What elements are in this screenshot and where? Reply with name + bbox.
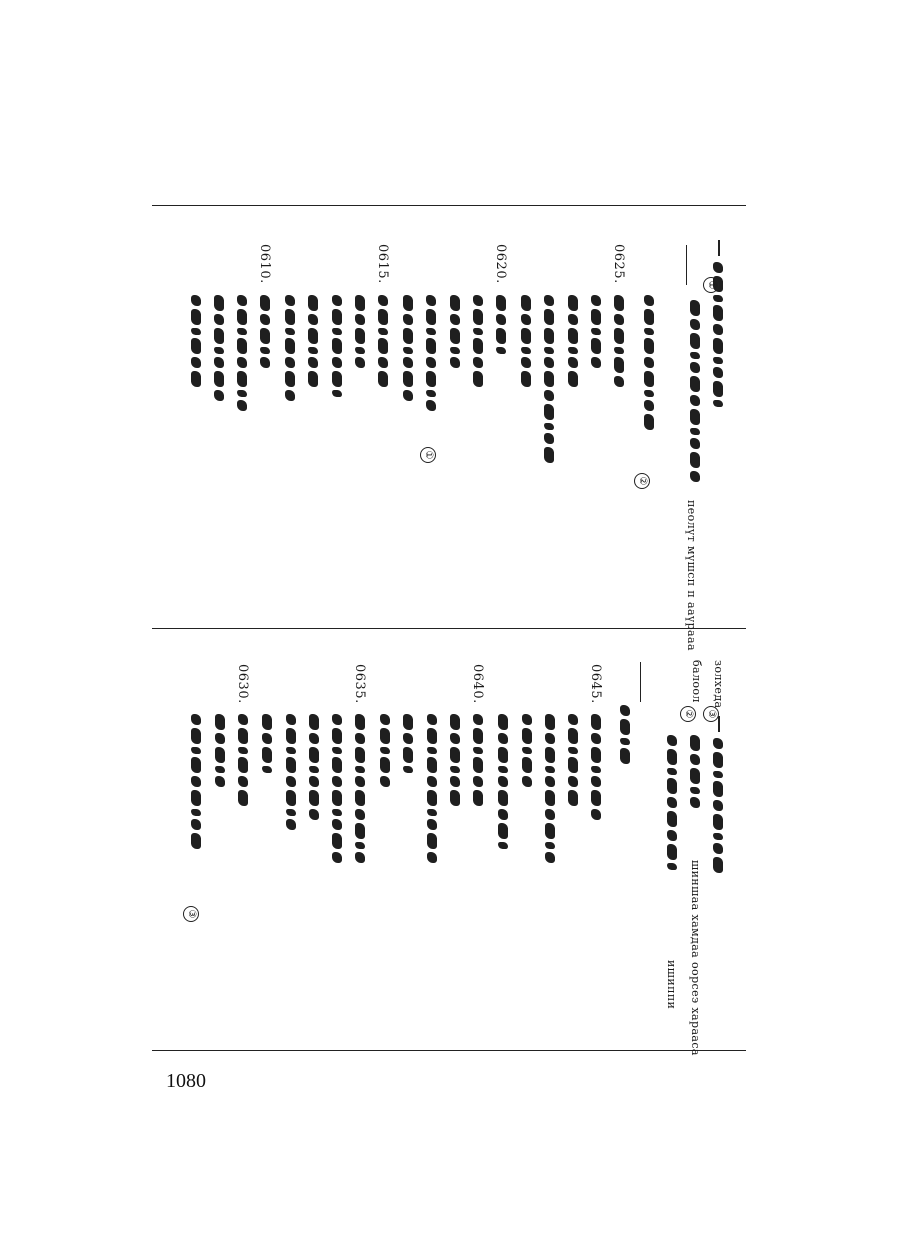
line-number: 0620. <box>493 244 508 284</box>
footnote-latin: балоол <box>690 660 703 703</box>
mongolian-footnote-line <box>711 738 725 873</box>
line-number: 0615. <box>375 244 390 284</box>
footnote-latin: ишиппи <box>665 960 678 1010</box>
mongolian-text-line <box>189 295 203 387</box>
mongolian-text-line <box>448 295 462 368</box>
mongolian-text-line <box>353 714 367 863</box>
footnote-latin: шиншаа хамдаа оорсеэ харааса <box>689 860 702 1056</box>
middle-rule <box>152 628 746 629</box>
mongolian-text-line <box>330 295 344 397</box>
mongolian-text-line <box>378 714 392 787</box>
mongolian-text-line <box>353 295 367 368</box>
footnote-dash <box>718 240 720 256</box>
mongolian-text-line <box>307 714 321 820</box>
footnote-marker: ② <box>634 473 650 489</box>
mongolian-text-line <box>589 295 603 368</box>
mongolian-text-line <box>424 295 438 411</box>
mongolian-text-line <box>566 295 580 387</box>
mongolian-text-line <box>284 714 298 830</box>
mongolian-text-line <box>283 295 297 401</box>
mongolian-text-line <box>425 714 439 863</box>
mongolian-text-line <box>496 714 510 849</box>
mongolian-footnote-line <box>665 735 679 870</box>
mongolian-text-line <box>519 295 533 387</box>
mongolian-text-line <box>566 714 580 806</box>
line-number: 0630. <box>235 664 250 704</box>
top-rule <box>152 205 746 206</box>
footnote-latin: золхеда <box>712 660 725 709</box>
mongolian-text-line <box>306 295 320 387</box>
footnote-dash <box>718 716 720 732</box>
footnote-marker: ③ <box>183 906 199 922</box>
mongolian-text-line <box>612 295 626 387</box>
footnote-marker: ① <box>703 277 719 293</box>
mongolian-text-line <box>642 295 656 430</box>
mongolian-text-line <box>520 714 534 787</box>
footnote-latin: пеолүт мүшсп п ааүрааа <box>685 500 698 651</box>
mongolian-text-line <box>542 295 556 463</box>
mongolian-text-line <box>471 714 485 806</box>
bottom-rule <box>152 1050 746 1051</box>
footnote-marker: ② <box>680 706 696 722</box>
footnote-rule <box>686 245 687 285</box>
line-number: 0625. <box>611 244 626 284</box>
mongolian-text-line <box>235 295 249 411</box>
footnote-rule <box>640 662 641 702</box>
mongolian-text-line <box>401 714 415 773</box>
mongolian-text-line <box>236 714 250 806</box>
mongolian-text-line <box>213 714 227 787</box>
mongolian-text-line <box>448 714 462 806</box>
mongolian-text-line <box>494 295 508 354</box>
line-number: 0635. <box>352 664 367 704</box>
line-number: 0645. <box>588 664 603 704</box>
line-number: 0640. <box>470 664 485 704</box>
mongolian-text-line <box>330 714 344 863</box>
mongolian-text-line <box>471 295 485 387</box>
mongolian-footnote-line <box>688 300 702 482</box>
mongolian-text-line <box>189 714 203 849</box>
footnote-marker: ③ <box>703 706 719 722</box>
page-number: 1080 <box>166 1070 206 1092</box>
mongolian-text-line <box>260 714 274 773</box>
line-number: 0610. <box>257 244 272 284</box>
mongolian-text-line <box>589 714 603 820</box>
mongolian-text-line <box>618 705 632 764</box>
mongolian-footnote-line <box>688 735 702 808</box>
mongolian-text-line <box>543 714 557 863</box>
footnote-marker: ① <box>420 447 436 463</box>
mongolian-text-line <box>258 295 272 368</box>
mongolian-text-line <box>376 295 390 387</box>
mongolian-text-line <box>401 295 415 401</box>
mongolian-text-line <box>212 295 226 401</box>
